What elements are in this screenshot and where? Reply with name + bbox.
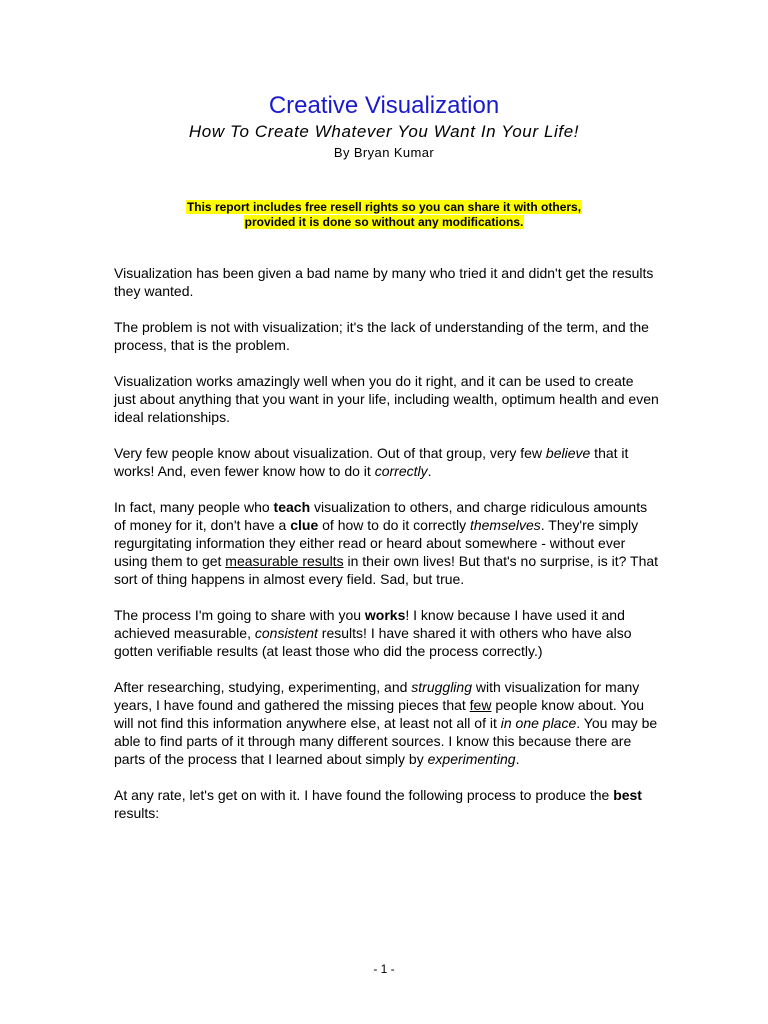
notice-line-1: This report includes free resell rights so you can share it with others,	[186, 200, 582, 214]
notice-line-2: provided it is done so without any modifications.	[244, 215, 524, 229]
page-number: - 1 -	[373, 962, 395, 976]
resell-rights-notice	[0, 200, 768, 230]
paragraph-5: In fact, many people who teach visualization to others, and charge ridiculous amounts of money for it, don't have a clue of how to do it correctly themselves. They're simply regurgitating information they either read or heard about somewhere - without ever using them to get measurable results in their own lives! But that's no surprise, is it? That sort of thing happens in almost every field. Sad, but true.	[114, 499, 659, 587]
document-title: Creative Visualization	[268, 92, 500, 119]
paragraph-1: Visualization has been given a bad name by many who tried it and didn't get the results they wanted.	[114, 265, 654, 299]
paragraph-8: At any rate, let's get on with it. I have found the following process to produce the best results:	[114, 787, 642, 821]
author-byline: By Bryan Kumar	[333, 145, 435, 160]
paragraph-6: The process I'm going to share with you works! I know because I have used it and achieved measurable, consistent results! I have shared it with others who have also gotten verifiable results (at least those who did the process correctly.)	[114, 607, 632, 659]
paragraph-3: Visualization works amazingly well when you do it right, and it can be used to create just about anything that you want in your life, including wealth, optimum health and even ideal relationships.	[114, 373, 659, 425]
document-body	[114, 264, 659, 840]
paragraph-2: The problem is not with visualization; it's the lack of understanding of the term, and the process, that is the problem.	[114, 319, 649, 353]
paragraph-7: After researching, studying, experimenting, and struggling with visualization for many years, I have found and gathered the missing pieces that few people know about. You will not find this information anywhere else, at least not all of it in one place. You may be able to find parts of it through many different sources. I know this because there are parts of the process that I learned about simply by experimenting.	[114, 679, 658, 767]
document-subtitle: How To Create Whatever You Want In Your Life!	[188, 122, 580, 141]
paragraph-4: Very few people know about visualization. Out of that group, very few believe that it works! And, even fewer know how to do it correctly.	[114, 445, 629, 479]
